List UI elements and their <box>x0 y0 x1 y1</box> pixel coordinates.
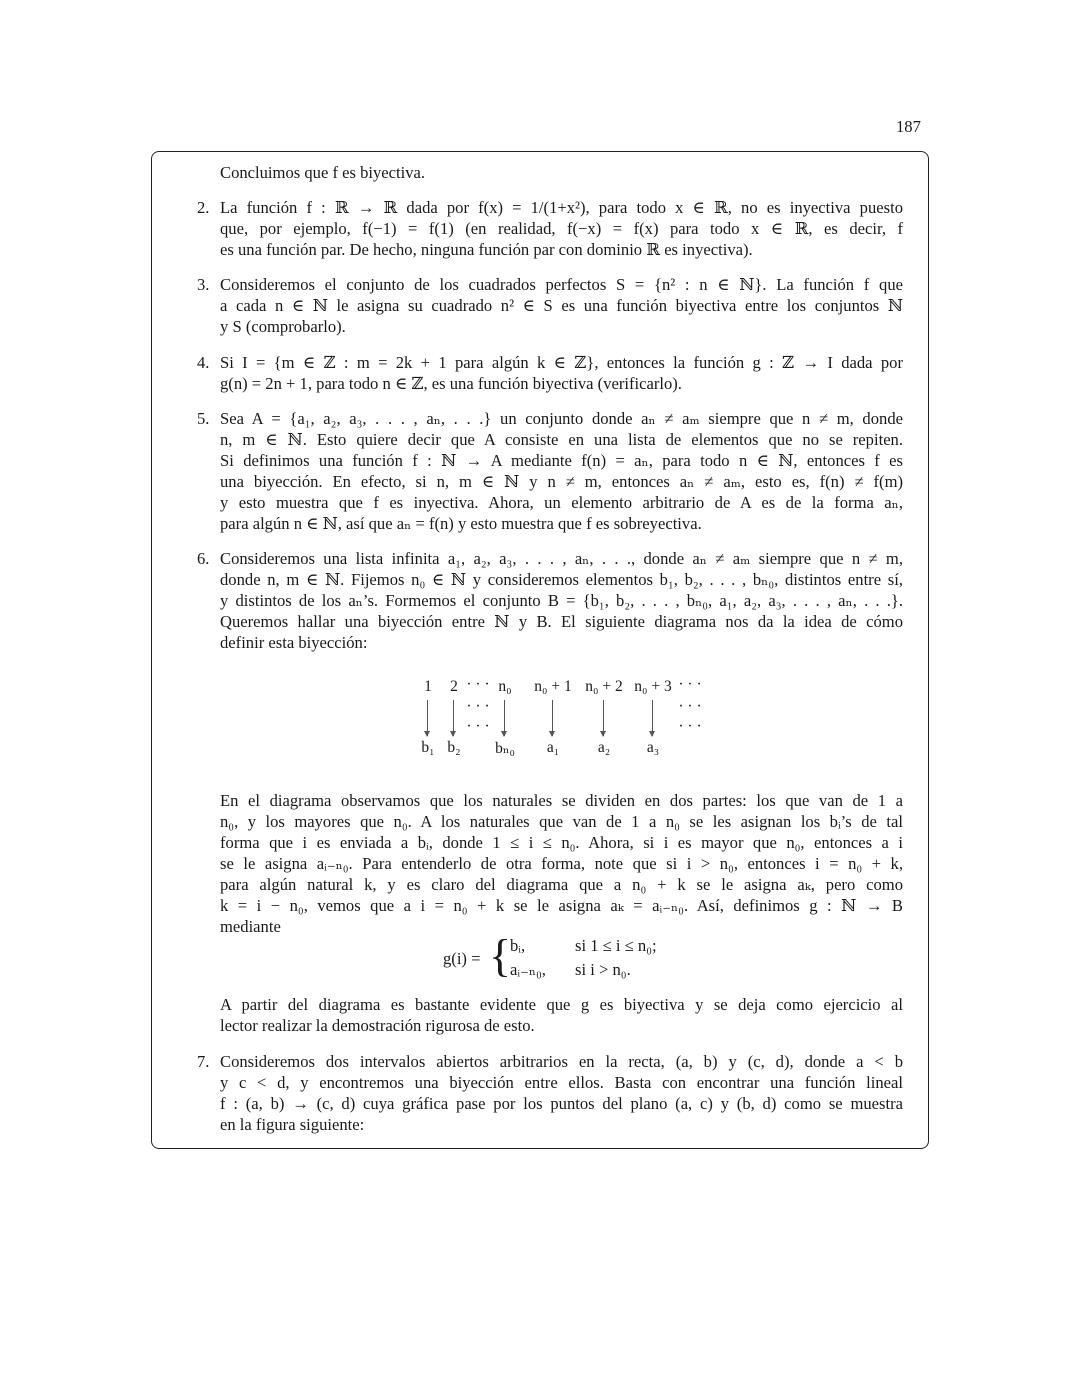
arrow-down-icon <box>427 700 428 736</box>
ellipsis: · · · <box>678 718 702 735</box>
text-line: Queremos hallar una biyección entre ℕ y B. El siguiente diagrama nos da la idea de cómo <box>220 612 903 631</box>
text-line: en la figura siguiente: <box>220 1115 365 1134</box>
text-line: Si definimos una función f : ℕ → A mediante f(n) = aₙ, para todo n ∈ ℕ, entonces f es <box>220 451 903 470</box>
list-item-3 <box>197 274 903 337</box>
ellipsis: · · · <box>466 676 490 693</box>
text-line: una biyección. En efecto, si n, m ∈ ℕ y n ≠ m, entonces aₙ ≠ aₘ, esto es, f(n) ≠ f(m) <box>220 472 903 491</box>
list-item-5 <box>197 408 903 534</box>
text-line: g(n) = 2n + 1, para todo n ∈ ℤ, es una función biyectiva (verificarlo). <box>220 374 682 393</box>
text-line: n, m ∈ ℕ. Esto quiere decir que A consiste en una lista de elementos que no se repiten. <box>220 430 903 449</box>
arrow-down-icon <box>603 700 604 736</box>
list-item-6 <box>197 548 903 653</box>
text-line: Consideremos una lista infinita a₁, a₂, a₃, . . . , aₙ, . . ., donde aₙ ≠ aₘ siempre que n ≠ m, <box>220 549 903 568</box>
diagram-top-label: 1 <box>424 678 432 695</box>
text-line: donde n, m ∈ ℕ. Fijemos n₀ ∈ ℕ y consideremos elementos b₁, b₂, . . . , bₙ₀, distintos entre sí, <box>220 570 903 589</box>
text-line: A partir del diagrama es bastante evidente que g es biyectiva y se deja como ejercicio al <box>220 995 903 1014</box>
item-number: 6. <box>197 549 210 568</box>
arrow-down-icon <box>504 700 505 736</box>
arrow-down-icon <box>552 700 553 736</box>
text-line: se le asigna aᵢ₋ₙ₀. Para entenderlo de otra forma, note que si i > n₀, entonces i = n₀ + k, <box>220 854 903 873</box>
text-line: y esto muestra que f es inyectiva. Ahora, un elemento arbitrario de A es de la forma aₙ, <box>220 493 903 512</box>
diagram-bottom-label: a₁ <box>546 739 560 756</box>
text-line: y distintos de los aₙ’s. Formemos el conjunto B = {b₁, b₂, . . . , bₙ₀, a₁, a₂, a₃, . . . , aₙ, . . .}. <box>220 591 903 610</box>
conclusion-paragraph <box>220 994 903 1036</box>
text-line: La función f : ℝ → ℝ dada por f(x) = 1/(1+x²), para todo x ∈ ℝ, no es inyectiva puesto <box>220 198 903 217</box>
text-line: mediante <box>220 917 281 936</box>
case-value-1: bᵢ, <box>510 936 526 955</box>
text-line: definir esta biyección: <box>220 633 368 652</box>
case-condition-2: si i > n₀. <box>575 960 631 979</box>
diagram-top-label: n₀ + 2 <box>585 678 623 695</box>
intro-paragraph <box>220 162 903 183</box>
arrow-down-icon <box>453 700 454 736</box>
text-line: Consideremos dos intervalos abiertos arbitrarios en la recta, (a, b) y (c, d), donde a < b <box>220 1052 903 1071</box>
text-line: para algún n ∈ ℕ, así que aₙ = f(n) y esto muestra que f es sobreyectiva. <box>220 514 702 533</box>
page-number: 187 <box>896 117 921 136</box>
cases-lhs: g(i) = <box>443 949 481 968</box>
explanation-paragraph <box>220 790 903 937</box>
text-line: Consideremos el conjunto de los cuadrados perfectos S = {n² : n ∈ ℕ}. La función f que <box>220 275 903 294</box>
ellipsis: · · · <box>466 718 490 735</box>
list-item-7 <box>197 1051 903 1135</box>
text-line: k = i − n₀, vemos que a i = n₀ + k se le asigna aₖ = aᵢ₋ₙ₀. Así, definimos g : ℕ → B <box>220 896 903 915</box>
text-line: f : (a, b) → (c, d) cuya gráfica pase por los puntos del plano (a, c) y (b, d) como se muestra <box>220 1094 903 1113</box>
text-line: Concluimos que f es biyectiva. <box>220 163 426 182</box>
text-line: Sea A = {a₁, a₂, a₃, . . . , aₙ, . . .} un conjunto donde aₙ ≠ aₘ siempre que n ≠ m, donde <box>220 409 903 428</box>
list-item-4 <box>197 352 903 394</box>
case-value-2: aᵢ₋ₙ₀, <box>510 960 546 979</box>
text-line: es una función par. De hecho, ninguna función par con dominio ℝ es inyectiva). <box>220 240 753 259</box>
text-line: para algún natural k, y es claro del diagrama que a n₀ + k se le asigna aₖ, pero como <box>220 875 903 894</box>
ellipsis: · · · <box>678 698 702 715</box>
diagram-top-label: n₀ <box>498 678 512 695</box>
diagram-bottom-label: b₁ <box>421 739 435 756</box>
diagram-bottom-label: b₂ <box>447 739 461 756</box>
text-line: Si I = {m ∈ ℤ : m = 2k + 1 para algún k ∈ ℤ}, entonces la función g : ℤ → I dada por <box>220 353 903 372</box>
item-number: 4. <box>197 353 210 372</box>
text-line: En el diagrama observamos que los naturales se dividen en dos partes: los que van de 1 a <box>220 791 903 810</box>
item-number: 7. <box>197 1052 210 1071</box>
text-line: n₀, y los mayores que n₀. A los naturales que van de 1 a n₀ se les asignan los bᵢ’s de tal <box>220 812 903 831</box>
diagram-bottom-label: a₂ <box>597 739 611 756</box>
cases-brace: { <box>489 930 512 981</box>
item-number: 3. <box>197 275 210 294</box>
text-line: y c < d, y encontremos una biyección entre ellos. Basta con encontrar una función lineal <box>220 1073 903 1092</box>
item-number: 2. <box>197 198 210 217</box>
arrow-down-icon <box>652 700 653 736</box>
text-line: que, por ejemplo, f(−1) = f(1) (en realidad, f(−x) = f(x) para todo x ∈ ℝ, es decir, f <box>220 219 903 238</box>
diagram-bottom-label: a₃ <box>646 739 660 756</box>
ellipsis: · · · <box>466 698 490 715</box>
item-number: 5. <box>197 409 210 428</box>
text-line: lector realizar la demostración rigurosa de esto. <box>220 1016 535 1035</box>
case-condition-1: si 1 ≤ i ≤ n₀; <box>575 936 657 955</box>
diagram-top-label: 2 <box>450 678 458 695</box>
list-item-2 <box>197 197 903 260</box>
diagram-bottom-label: bₙ₀ <box>495 740 515 757</box>
ellipsis: · · · <box>678 676 702 693</box>
text-line: a cada n ∈ ℕ le asigna su cuadrado n² ∈ S es una función biyectiva entre los conjuntos ℕ <box>220 296 903 315</box>
text-line: y S (comprobarlo). <box>220 317 346 336</box>
diagram-top-label: n₀ + 1 <box>534 678 572 695</box>
text-line: forma que i es enviada a bᵢ, donde 1 ≤ i ≤ n₀. Ahora, si i es mayor que n₀, entonces a i <box>220 833 903 852</box>
diagram-top-label: n₀ + 3 <box>634 678 672 695</box>
